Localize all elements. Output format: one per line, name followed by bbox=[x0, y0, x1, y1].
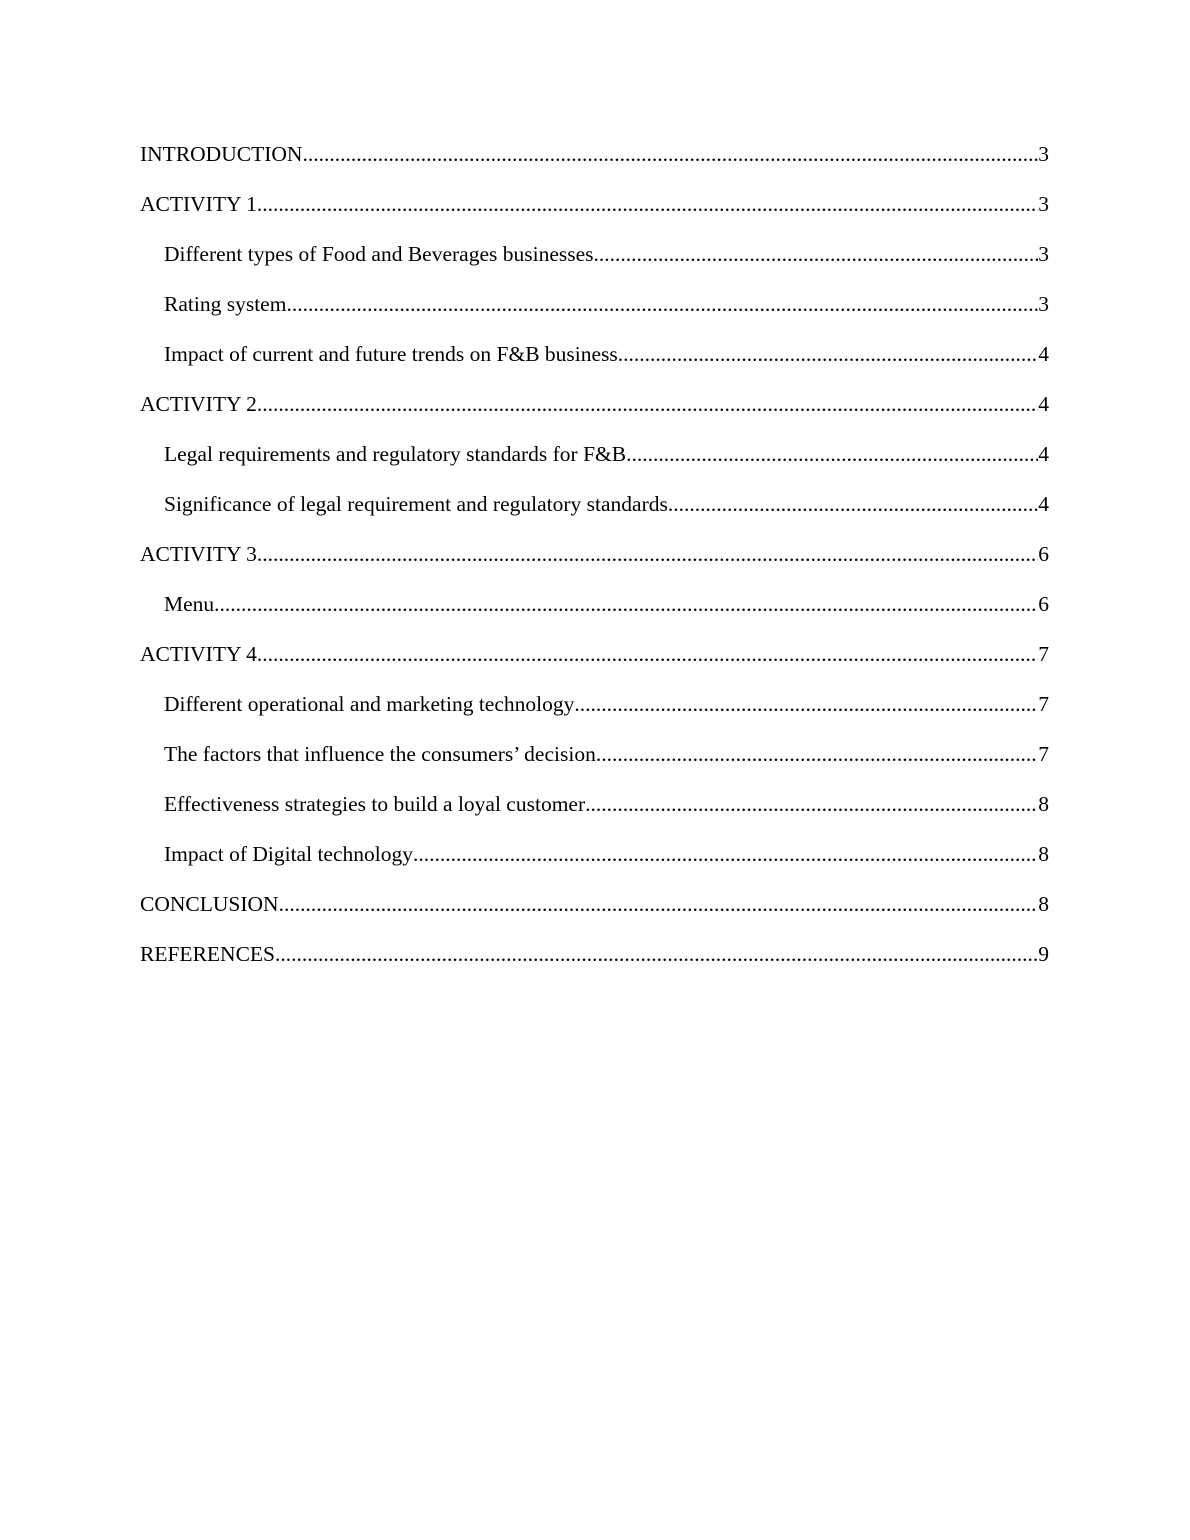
toc-entry-title: ACTIVITY 2 bbox=[140, 392, 257, 416]
toc-page-number: 3 bbox=[1038, 192, 1049, 216]
toc-dot-leader bbox=[286, 288, 1038, 320]
toc-subentry[interactable] bbox=[140, 838, 1049, 888]
toc-entry-title: CONCLUSION bbox=[140, 892, 279, 916]
toc-entry[interactable] bbox=[140, 188, 1049, 238]
toc-page-number: 8 bbox=[1038, 892, 1049, 916]
toc-subentry[interactable] bbox=[140, 438, 1049, 488]
toc-entry-title: ACTIVITY 3 bbox=[140, 542, 257, 566]
toc-dot-leader bbox=[626, 438, 1038, 470]
toc-dot-leader bbox=[257, 638, 1038, 670]
toc-entry-title: Different operational and marketing technology bbox=[164, 692, 575, 716]
toc-entry-title: Impact of Digital technology bbox=[164, 842, 413, 866]
toc-page-number: 8 bbox=[1038, 842, 1049, 866]
toc-entry[interactable] bbox=[140, 888, 1049, 938]
toc-dot-leader bbox=[618, 338, 1038, 370]
toc-subentry[interactable] bbox=[140, 488, 1049, 538]
toc-subentry[interactable] bbox=[140, 588, 1049, 638]
toc-page-number: 4 bbox=[1038, 492, 1049, 516]
toc-entry[interactable] bbox=[140, 538, 1049, 588]
toc-subentry[interactable] bbox=[140, 238, 1049, 288]
toc-entry-title: INTRODUCTION bbox=[140, 142, 303, 166]
toc-dot-leader bbox=[585, 788, 1038, 820]
toc-page-number: 7 bbox=[1038, 742, 1049, 766]
toc-page-number: 7 bbox=[1038, 692, 1049, 716]
toc-entry-title: The factors that influence the consumers’ decision bbox=[164, 742, 596, 766]
toc-dot-leader bbox=[257, 388, 1038, 420]
toc-entry-title: ACTIVITY 1 bbox=[140, 192, 257, 216]
toc-entry-title: Effectiveness strategies to build a loyal customer bbox=[164, 792, 586, 816]
toc-entry-title: Impact of current and future trends on F&B business bbox=[164, 342, 618, 366]
toc-dot-leader bbox=[275, 938, 1038, 970]
toc-dot-leader bbox=[257, 188, 1038, 220]
toc-dot-leader bbox=[668, 488, 1038, 520]
toc-entry[interactable] bbox=[140, 938, 1049, 988]
toc-entry-title: ACTIVITY 4 bbox=[140, 642, 257, 666]
toc-page-number: 4 bbox=[1038, 442, 1049, 466]
toc-subentry[interactable] bbox=[140, 288, 1049, 338]
toc-page-number: 6 bbox=[1038, 542, 1049, 566]
toc-dot-leader bbox=[596, 738, 1038, 770]
toc-subentry[interactable] bbox=[140, 338, 1049, 388]
toc-dot-leader bbox=[279, 888, 1039, 920]
toc-dot-leader bbox=[594, 238, 1039, 270]
toc-entry[interactable] bbox=[140, 638, 1049, 688]
toc-entry[interactable] bbox=[140, 138, 1049, 188]
toc-dot-leader bbox=[574, 688, 1038, 720]
toc-entry[interactable] bbox=[140, 388, 1049, 438]
toc-subentry[interactable] bbox=[140, 688, 1049, 738]
toc-page-number: 6 bbox=[1038, 592, 1049, 616]
table-of-contents bbox=[140, 138, 1049, 988]
toc-page-number: 3 bbox=[1038, 292, 1049, 316]
toc-page-number: 9 bbox=[1038, 942, 1049, 966]
toc-dot-leader bbox=[302, 138, 1038, 170]
toc-subentry[interactable] bbox=[140, 738, 1049, 788]
toc-entry-title: Significance of legal requirement and regulatory standards bbox=[164, 492, 668, 516]
toc-entry-title: Legal requirements and regulatory standards for F&B bbox=[164, 442, 627, 466]
toc-page-number: 4 bbox=[1038, 392, 1049, 416]
toc-entry-title: Different types of Food and Beverages businesses bbox=[164, 242, 594, 266]
toc-page-number: 4 bbox=[1038, 342, 1049, 366]
toc-dot-leader bbox=[257, 538, 1038, 570]
toc-subentry[interactable] bbox=[140, 788, 1049, 838]
toc-dot-leader bbox=[413, 838, 1038, 870]
toc-page-number: 3 bbox=[1038, 242, 1049, 266]
toc-page-number: 7 bbox=[1038, 642, 1049, 666]
toc-page-number: 8 bbox=[1038, 792, 1049, 816]
toc-page-number: 3 bbox=[1038, 142, 1049, 166]
toc-entry-title: REFERENCES bbox=[140, 942, 275, 966]
toc-entry-title: Rating system bbox=[164, 292, 287, 316]
toc-dot-leader bbox=[214, 588, 1038, 620]
toc-entry-title: Menu bbox=[164, 592, 215, 616]
